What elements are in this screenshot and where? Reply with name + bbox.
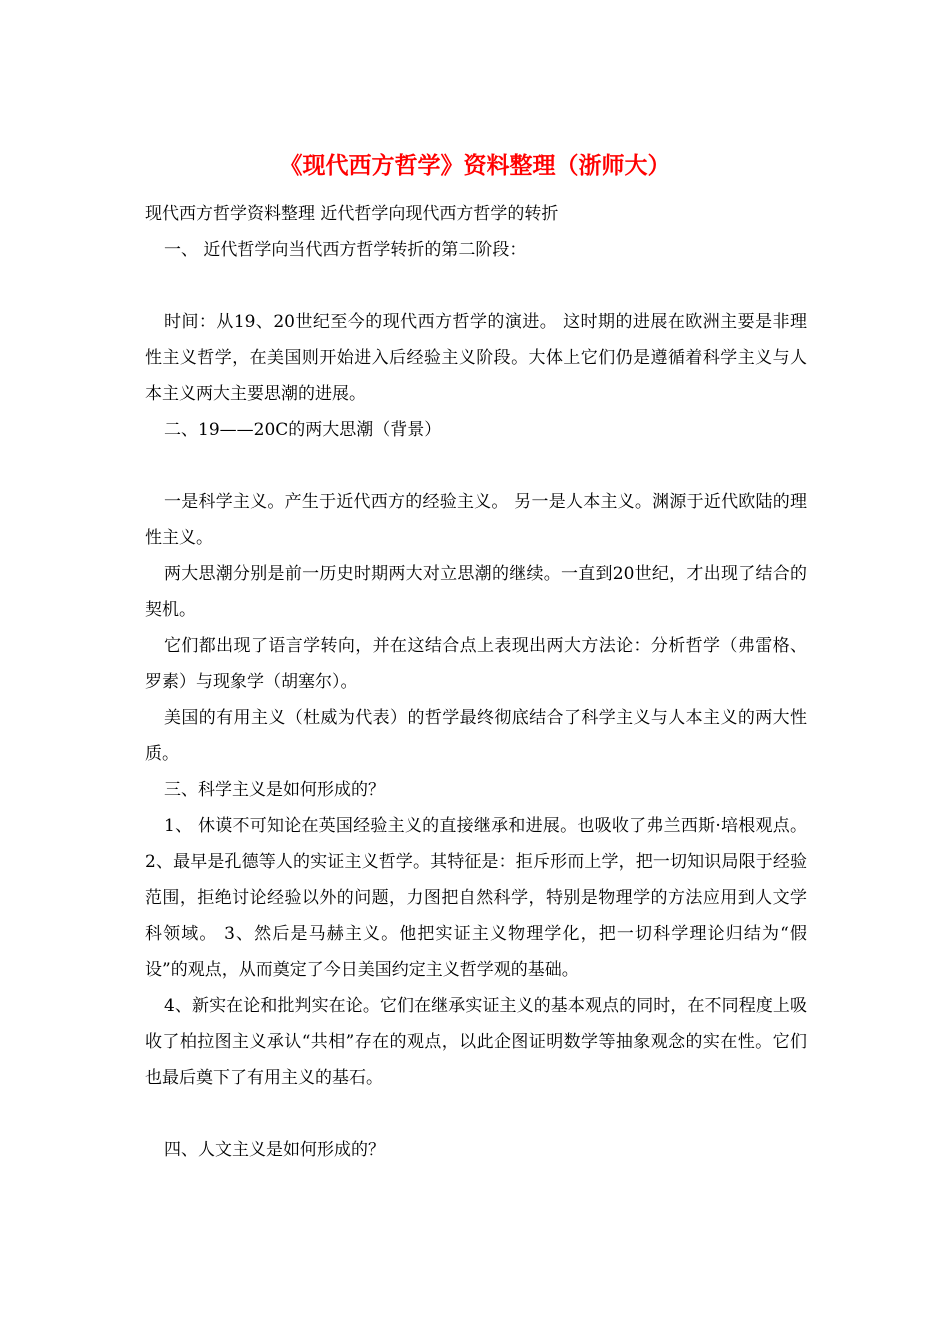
- section-heading-2: 二、19——20C的两大思潮（背景）: [164, 420, 442, 440]
- paragraph-continuation: 两大思潮分别是前一历史时期两大对立思潮的继续。一直到20世纪，才出现了结合的契机。: [145, 564, 807, 620]
- section-heading-4: 四、人文主义是如何形成的？: [164, 1140, 385, 1160]
- paragraph-two-trends: 一是科学主义。产生于近代西方的经验主义。 另一是人本主义。渊源于近代欧陆的理性主义。: [145, 492, 807, 548]
- paragraph-pragmatism: 美国的有用主义（杜威为代表）的哲学最终彻底结合了科学主义与人本主义的两大性质。: [145, 708, 807, 764]
- paragraph-new-realism: 4、新实在论和批判实在论。它们在继承实证主义的基本观点的同时，在不同程度上吸收了柏拉图主义承认“共相”存在的观点，以此企图证明数学等抽象观念的实在性。它们也最后奠下了有用主义的基石。: [145, 996, 807, 1088]
- paragraph-time: 时间：从19、20世纪至今的现代西方哲学的演进。 这时期的进展在欧洲主要是非理性主义哲学，在美国则开始进入后经验主义阶段。大体上它们仍是遵循着科学主义与人本主义两大主要思潮的进展。: [145, 312, 807, 404]
- paragraph-linguistic-turn: 它们都出现了语言学转向，并在这结合点上表现出两大方法论：分析哲学（弗雷格、罗素）与现象学（胡塞尔）。: [145, 636, 807, 692]
- blank-line: [145, 268, 807, 304]
- subtitle-paragraph: 现代西方哲学资料整理 近代哲学向现代西方哲学的转折: [145, 204, 559, 224]
- section-heading-1: 一、 近代哲学向当代西方哲学转折的第二阶段：: [164, 240, 527, 260]
- document-body: [145, 196, 807, 1168]
- blank-line: [145, 1096, 807, 1132]
- document-title: 《现代西方哲学》资料整理（浙师大）: [279, 153, 671, 179]
- blank-line: [145, 448, 807, 484]
- section-heading-3: 三、科学主义是如何形成的？: [164, 780, 385, 800]
- paragraph-scientism-origins: 1、 休谟不可知论在英国经验主义的直接继承和进展。也吸收了弗兰西斯·培根观点。 2、最早是孔德等人的实证主义哲学。其特征是：拒斥形而上学，把一切知识局限于经验范围，拒绝讨论经验以外的问题，力图把自然科学，特别是物理学的方法应用到人文学科领域。 3、然后是马赫主义。他把实证主义物理学化，把一切科学理论归结为“假设”的观点，从而奠定了今日美国约定主义哲学观的基础。: [145, 816, 807, 980]
